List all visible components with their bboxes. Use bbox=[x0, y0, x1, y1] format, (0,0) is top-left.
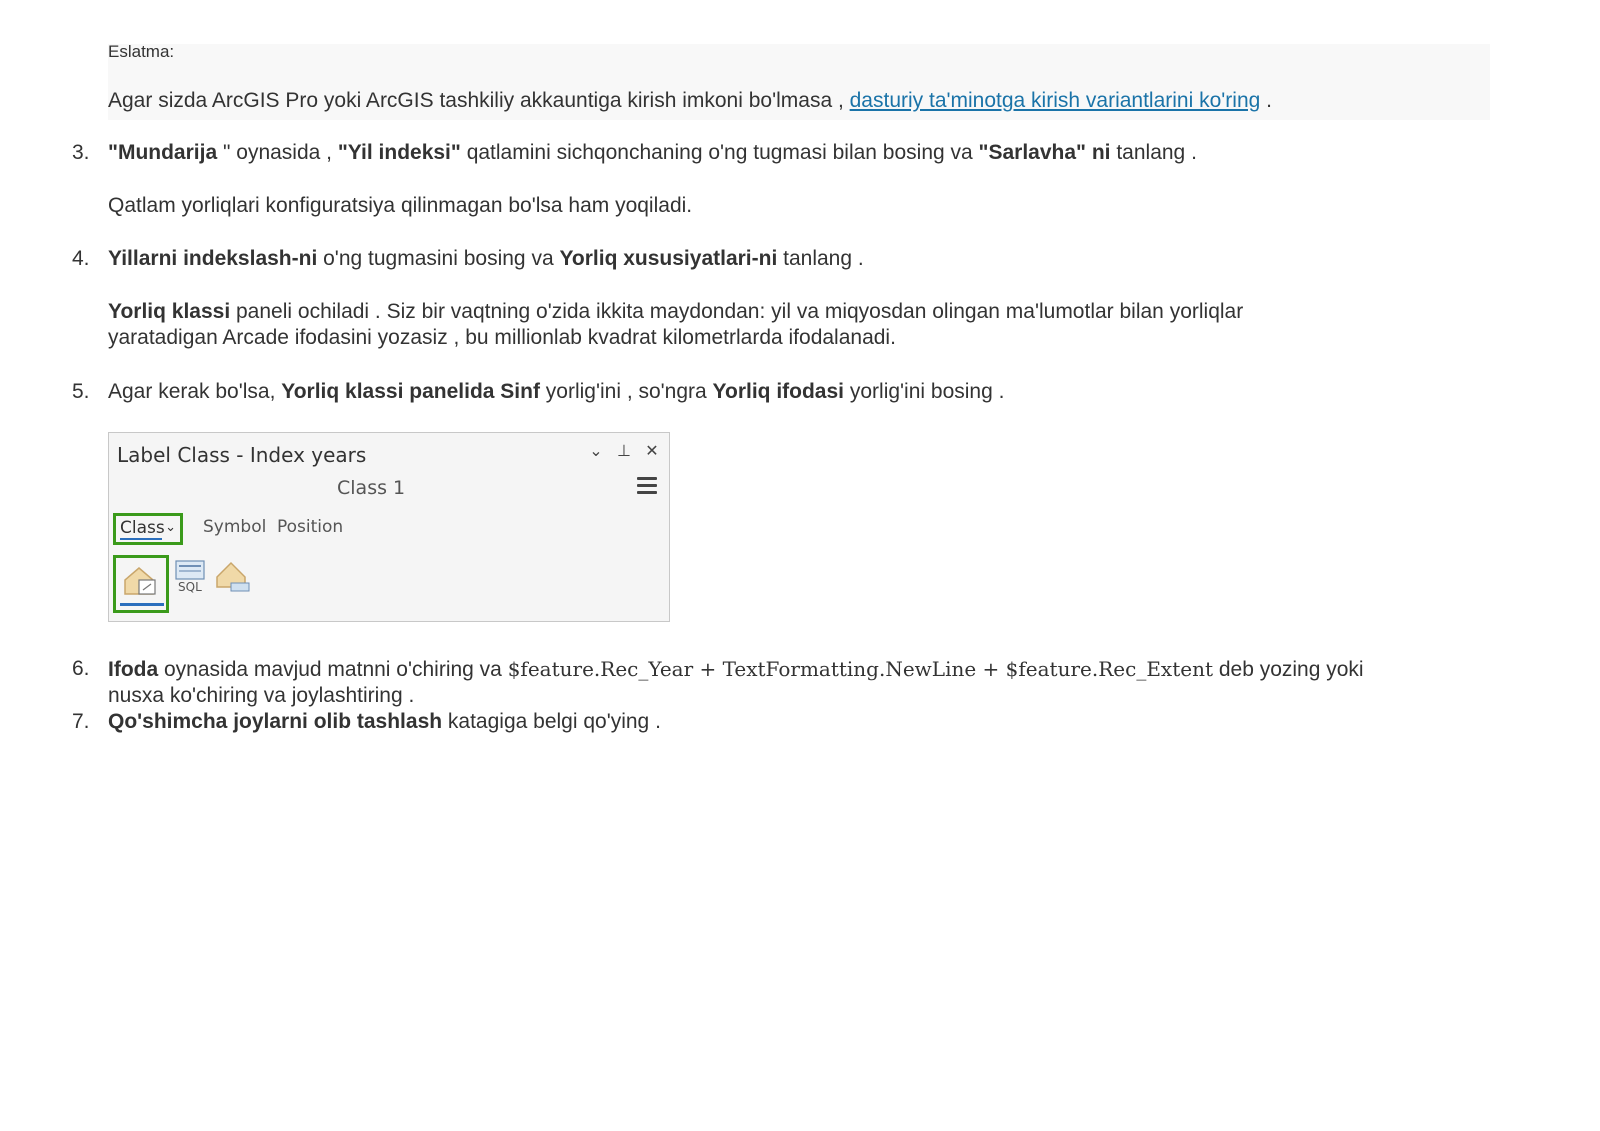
panel-window-controls bbox=[587, 441, 661, 460]
step-3-bold-3: "Sarlavha" ni bbox=[978, 141, 1111, 164]
step-5-text-1: Agar kerak bo'lsa, bbox=[108, 380, 282, 403]
step-4-number: 4. bbox=[72, 247, 90, 270]
step-4-text bbox=[108, 246, 864, 272]
pin-icon[interactable]: ⊥ bbox=[617, 441, 631, 460]
note-text-after: . bbox=[1260, 89, 1272, 112]
step-3-bold-1: "Mundarija bbox=[108, 141, 218, 164]
step-6-text-2: deb yozing yoki bbox=[1213, 658, 1364, 681]
label-placement-tool[interactable] bbox=[213, 557, 253, 600]
step-4-para-text: paneli ochiladi . Siz bir vaqtning o'zida ikkita maydondan: yil va miqyosdan olingan ma'lumotlar bilan yorliqlar bbox=[230, 300, 1244, 323]
step-7-number: 7. bbox=[72, 710, 90, 733]
step-7-bold-1: Qo'shimcha joylarni olib tashlash bbox=[108, 710, 443, 733]
step-5-text-2: yorlig'ini , so'ngra bbox=[539, 380, 713, 403]
step-6-line-2: nusxa ko'chiring va joylashtiring . bbox=[108, 684, 415, 707]
step-5-text-3: yorlig'ini bosing . bbox=[844, 380, 1005, 403]
step-6-code: $feature.Rec_Year + TextFormatting.NewLine + $feature.Rec_Extent bbox=[507, 657, 1213, 681]
class-name: Class 1 bbox=[337, 477, 406, 499]
label-placement-icon bbox=[213, 557, 253, 595]
step-3-text-2: qatlamini sichqonchaning o'ng tugmasi bilan bosing va bbox=[460, 141, 979, 164]
chevron-down-icon: ⌄ bbox=[165, 520, 176, 535]
step-4-paragraph-line-1 bbox=[108, 299, 1243, 325]
step-7-text bbox=[108, 709, 661, 735]
label-expression-tool[interactable] bbox=[113, 555, 169, 613]
note-text-before: Agar sizda ArcGIS Pro yoki ArcGIS tashkiliy akkauntiga kirish imkoni bo'lmasa , bbox=[108, 89, 850, 112]
close-icon[interactable]: ✕ bbox=[645, 441, 659, 460]
step-4-bold-1: Yillarni indekslash-ni bbox=[108, 247, 318, 270]
tab-class-underline bbox=[120, 538, 162, 540]
step-7-text-1: katagiga belgi qo'ying . bbox=[442, 710, 661, 733]
label-class-panel bbox=[108, 432, 670, 622]
step-4-para-bold: Yorliq klassi bbox=[108, 300, 231, 323]
step-3-paragraph: Qatlam yorliqlari konfiguratsiya qilinmagan bo'lsa ham yoqiladi. bbox=[108, 194, 693, 217]
step-6-text bbox=[108, 656, 1364, 683]
note-text bbox=[108, 88, 1272, 114]
menu-icon[interactable] bbox=[637, 477, 657, 495]
step-4-text-1: o'ng tugmasini bosing va bbox=[317, 247, 560, 270]
step-5-bold-1: Yorliq klassi panelida Sinf bbox=[281, 380, 540, 403]
step-5-text bbox=[108, 379, 1004, 405]
step-4-bold-2: Yorliq xususiyatlari-ni bbox=[559, 247, 778, 270]
step-3-bold-2: "Yil indeksi" bbox=[337, 141, 461, 164]
step-3-text-1: " oynasida , bbox=[217, 141, 338, 164]
tab-position[interactable]: Position bbox=[277, 517, 344, 537]
step-6-number: 6. bbox=[72, 657, 90, 680]
sql-query-tool[interactable] bbox=[173, 559, 207, 600]
label-expression-icon bbox=[121, 562, 161, 598]
tab-symbol[interactable]: Symbol bbox=[203, 517, 267, 537]
step-3-number: 3. bbox=[72, 141, 90, 164]
step-4-paragraph-line-2: yaratadigan Arcade ifodasini yozasiz , bu millionlab kvadrat kilometrlarda ifodalanadi. bbox=[108, 326, 896, 349]
tool-selected-underline bbox=[120, 603, 164, 606]
step-5-bold-2: Yorliq ifodasi bbox=[712, 380, 845, 403]
step-4-text-2: tanlang . bbox=[777, 247, 864, 270]
step-3-text-3: tanlang . bbox=[1110, 141, 1197, 164]
step-3-text bbox=[108, 140, 1197, 166]
sql-label: SQL bbox=[178, 580, 202, 594]
chevron-down-icon[interactable]: ⌄ bbox=[589, 441, 603, 460]
step-6-text-1: oynasida mavjud matnni o'chiring va bbox=[158, 658, 508, 681]
tab-class-label: Class bbox=[120, 518, 165, 538]
step-6-bold-1: Ifoda bbox=[108, 658, 159, 681]
software-access-link[interactable]: dasturiy ta'minotga kirish variantlarini ko'ring bbox=[849, 89, 1261, 112]
note-label: Eslatma: bbox=[108, 42, 175, 61]
panel-title: Label Class - Index years bbox=[117, 443, 367, 467]
tab-class[interactable] bbox=[113, 513, 183, 545]
step-5-number: 5. bbox=[72, 380, 90, 403]
